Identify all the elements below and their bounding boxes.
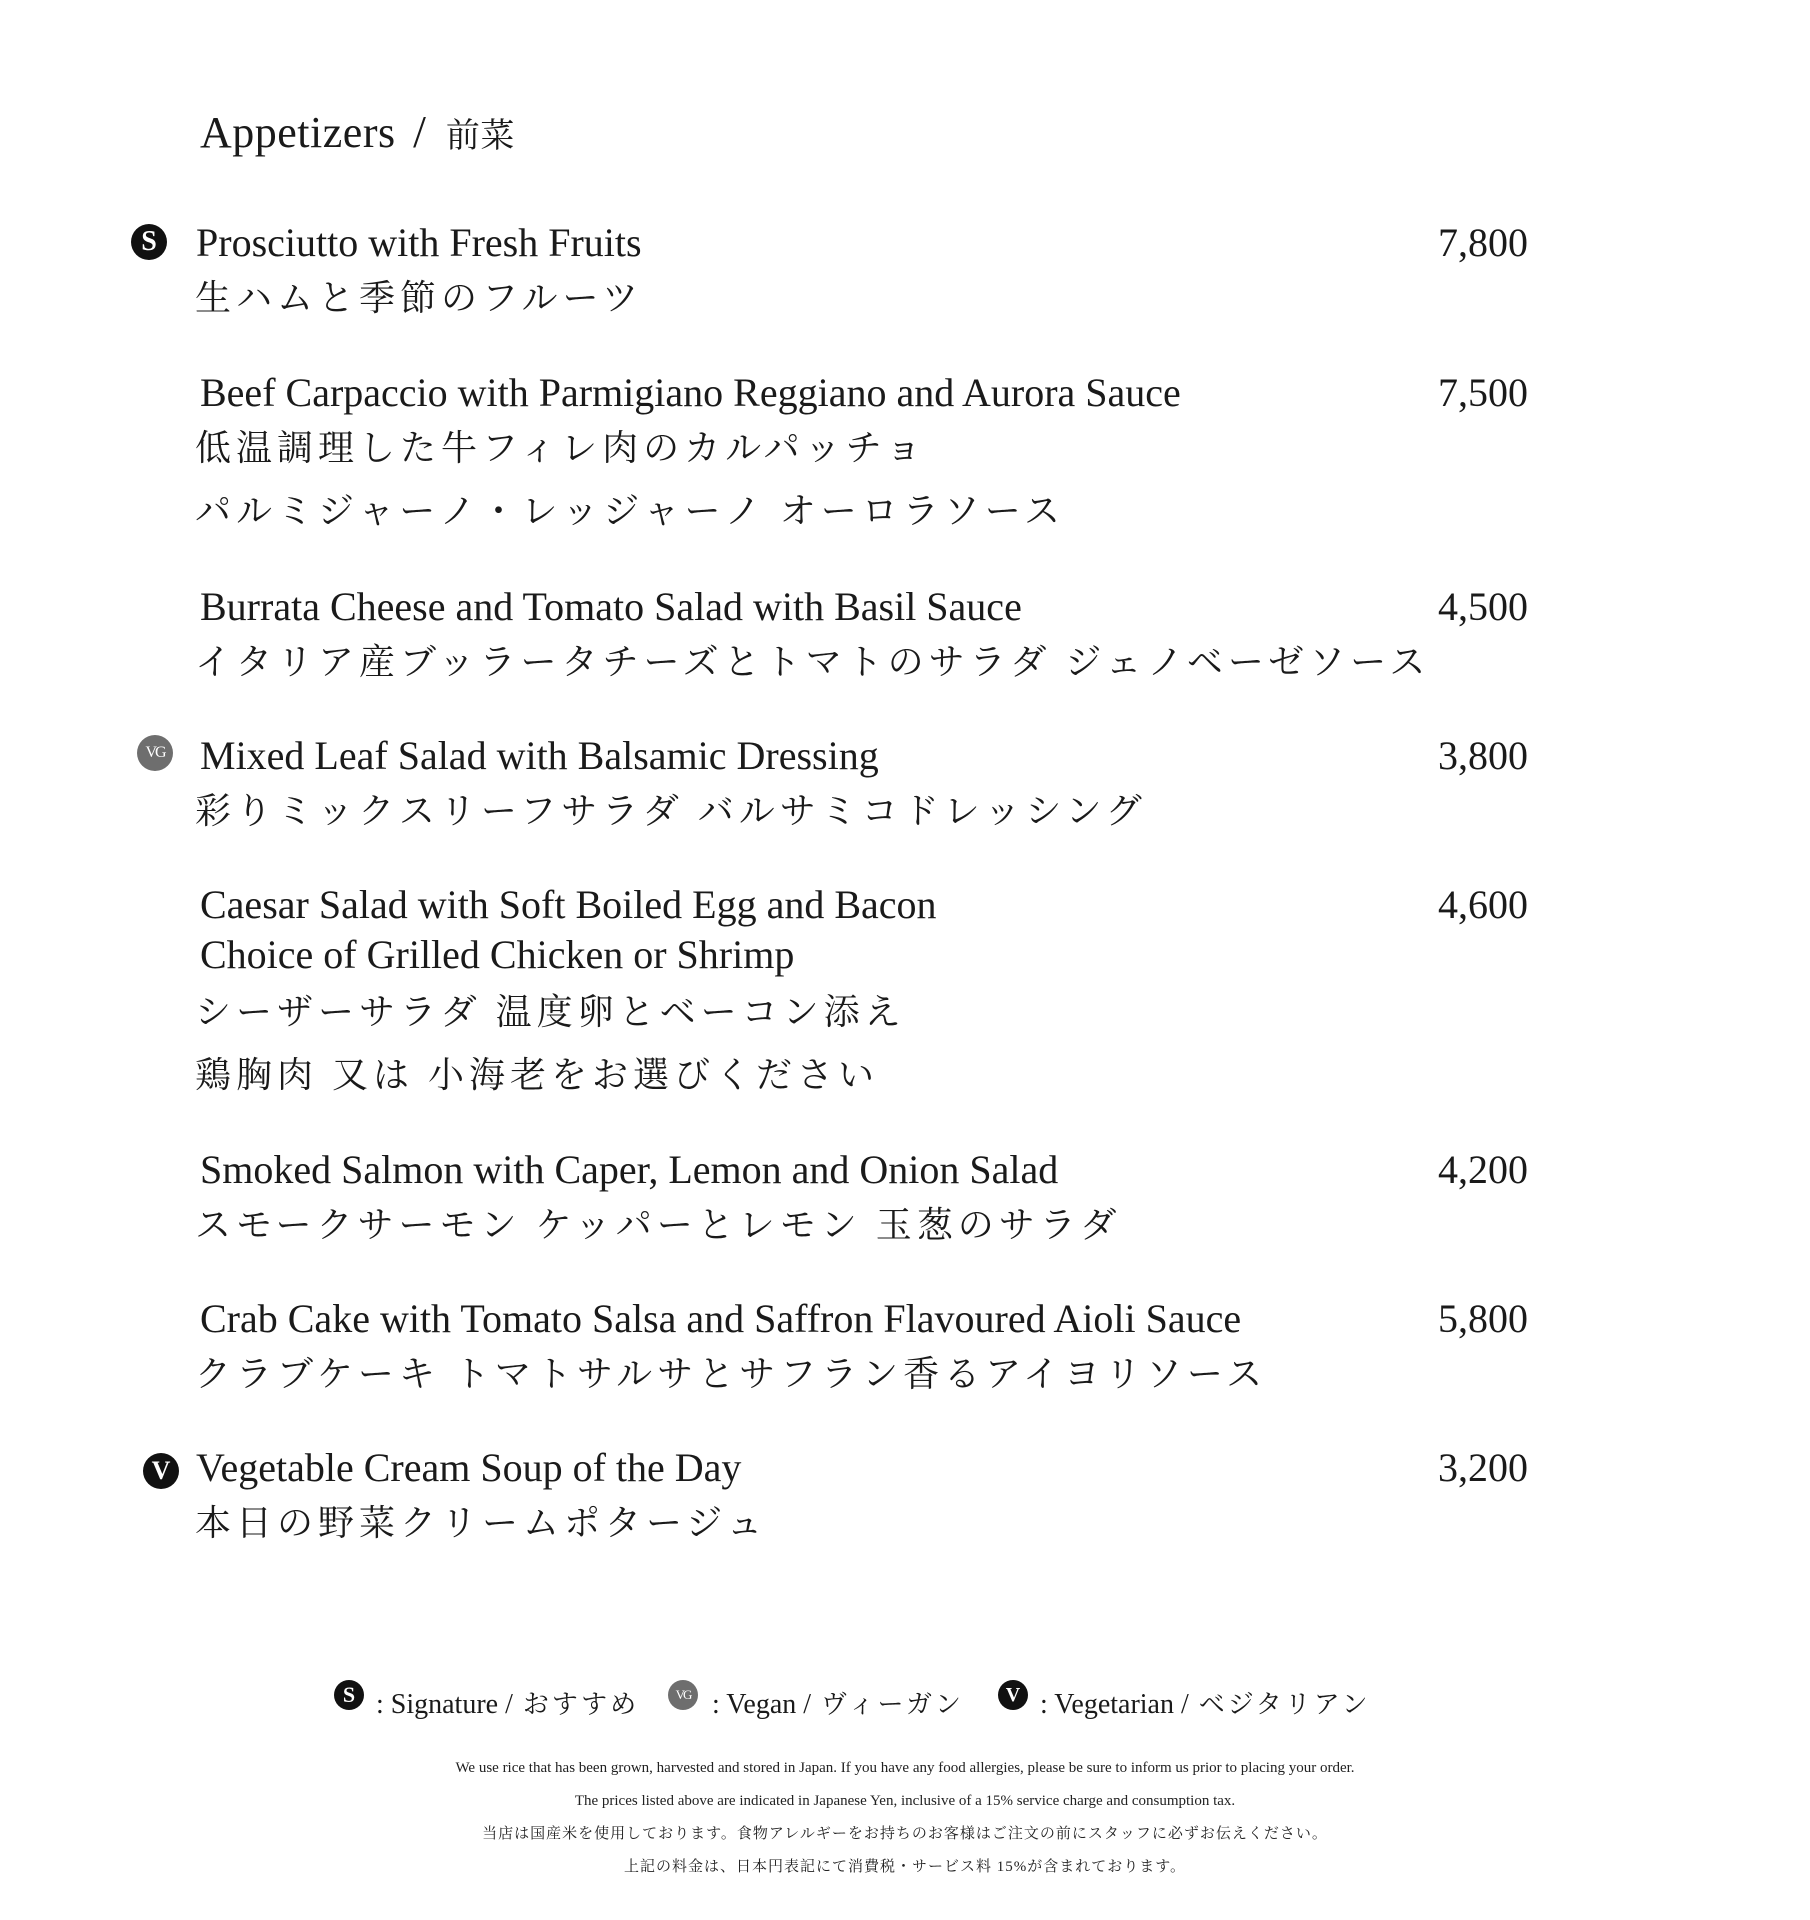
- vegetarian-legend-label: [1040, 1684, 1371, 1721]
- item-name-en: Beef Carpaccio with Parmigiano Reggiano and Aurora Sauce: [200, 370, 1181, 415]
- vegan-legend-label: [712, 1684, 964, 1721]
- note-prices-en: The prices listed above are indicated in Japanese Yen, inclusive of a 15% service charge and consumption tax.: [574, 1793, 1236, 1809]
- vegetarian-legend-en: : Vegetarian /: [1040, 1689, 1189, 1720]
- section-title-jp: 前菜: [445, 118, 515, 155]
- item-price: 5,800: [1438, 1296, 1528, 1341]
- item-name-en: Prosciutto with Fresh Fruits: [196, 220, 642, 265]
- item-name-jp: クラブケーキ トマトサルサとサフラン香るアイヨリソース: [195, 1354, 1268, 1394]
- section-title-en: Appetizers: [200, 108, 396, 157]
- item-name-en: Burrata Cheese and Tomato Salad with Basil Sauce: [200, 584, 1022, 629]
- item-name-en: Vegetable Cream Soup of the Day: [196, 1445, 742, 1490]
- item-name-jp: 彩りミックスリーフサラダ バルサミコドレッシング: [195, 791, 1147, 831]
- vegan-legend-en: : Vegan /: [712, 1689, 812, 1720]
- item-name-jp-line2: 鶏胸肉 又は 小海老をお選びください: [195, 1055, 880, 1095]
- section-title-separator: /: [413, 106, 427, 157]
- signature-legend-jp: おすすめ: [522, 1690, 640, 1719]
- signature-legend-en: : Signature /: [376, 1689, 513, 1720]
- note-rice-allergy-en: We use rice that has been grown, harvested and stored in Japan. If you have any food allergies, please be sure to inform us prior to placing your order.: [455, 1760, 1355, 1776]
- item-name-jp: シーザーサラダ 温度卵とベーコン添え: [195, 992, 906, 1032]
- vegan-legend-icon: VG: [668, 1680, 698, 1710]
- signature-legend-label: [376, 1684, 639, 1721]
- vegan-legend-jp: ヴィーガン: [821, 1690, 964, 1719]
- item-price: 3,200: [1438, 1445, 1528, 1490]
- item-name-jp: イタリア産ブッラータチーズとトマトのサラダ ジェノベーゼソース: [195, 642, 1431, 682]
- item-price: 4,600: [1438, 882, 1528, 927]
- item-name-jp: 生ハムと季節のフルーツ: [195, 278, 644, 318]
- item-name-jp: スモークサーモン ケッパーとレモン 玉葱のサラダ: [195, 1205, 1122, 1245]
- item-price: 7,500: [1438, 370, 1528, 415]
- footer-notes: [0, 1752, 1810, 1884]
- item-price: 4,500: [1438, 584, 1528, 629]
- item-name-en: Crab Cake with Tomato Salsa and Saffron Flavoured Aioli Sauce: [200, 1296, 1242, 1341]
- item-name-jp: 低温調理した牛フィレ肉のカルパッチョ: [195, 428, 927, 468]
- item-name-en-line2: Choice of Grilled Chicken or Shrimp: [200, 932, 795, 977]
- item-price: 3,800: [1438, 733, 1528, 778]
- vegetarian-legend-jp: ベジタリアン: [1198, 1690, 1371, 1719]
- note-prices-jp: 上記の料金は、日本円表記にて消費税・サービス料 15%が含まれております。: [623, 1859, 1187, 1875]
- item-name-jp-line2: パルミジャーノ・レッジャーノ オーロラソース: [195, 491, 1065, 531]
- item-price: 7,800: [1438, 220, 1528, 265]
- signature-badge-icon: S: [131, 224, 167, 260]
- item-price: 4,200: [1438, 1147, 1528, 1192]
- section-title: [200, 105, 515, 158]
- vegan-badge-icon: VG: [137, 735, 173, 771]
- badge-legend: [0, 1680, 1810, 1730]
- signature-legend-icon: S: [334, 1680, 364, 1710]
- vegetarian-legend-icon: V: [998, 1680, 1028, 1710]
- note-rice-allergy-jp: 当店は国産米を使用しております。食物アレルギーをお持ちのお客様はご注文の前にスタッフに必ずお伝えください。: [482, 1826, 1328, 1842]
- item-name-en: Caesar Salad with Soft Boiled Egg and Bacon: [200, 882, 937, 927]
- item-name-en: Smoked Salmon with Caper, Lemon and Onion Salad: [200, 1147, 1059, 1192]
- item-name-jp: 本日の野菜クリームポタージュ: [195, 1503, 768, 1543]
- item-name-en: Mixed Leaf Salad with Balsamic Dressing: [200, 733, 879, 778]
- vegetarian-badge-icon: V: [143, 1453, 179, 1489]
